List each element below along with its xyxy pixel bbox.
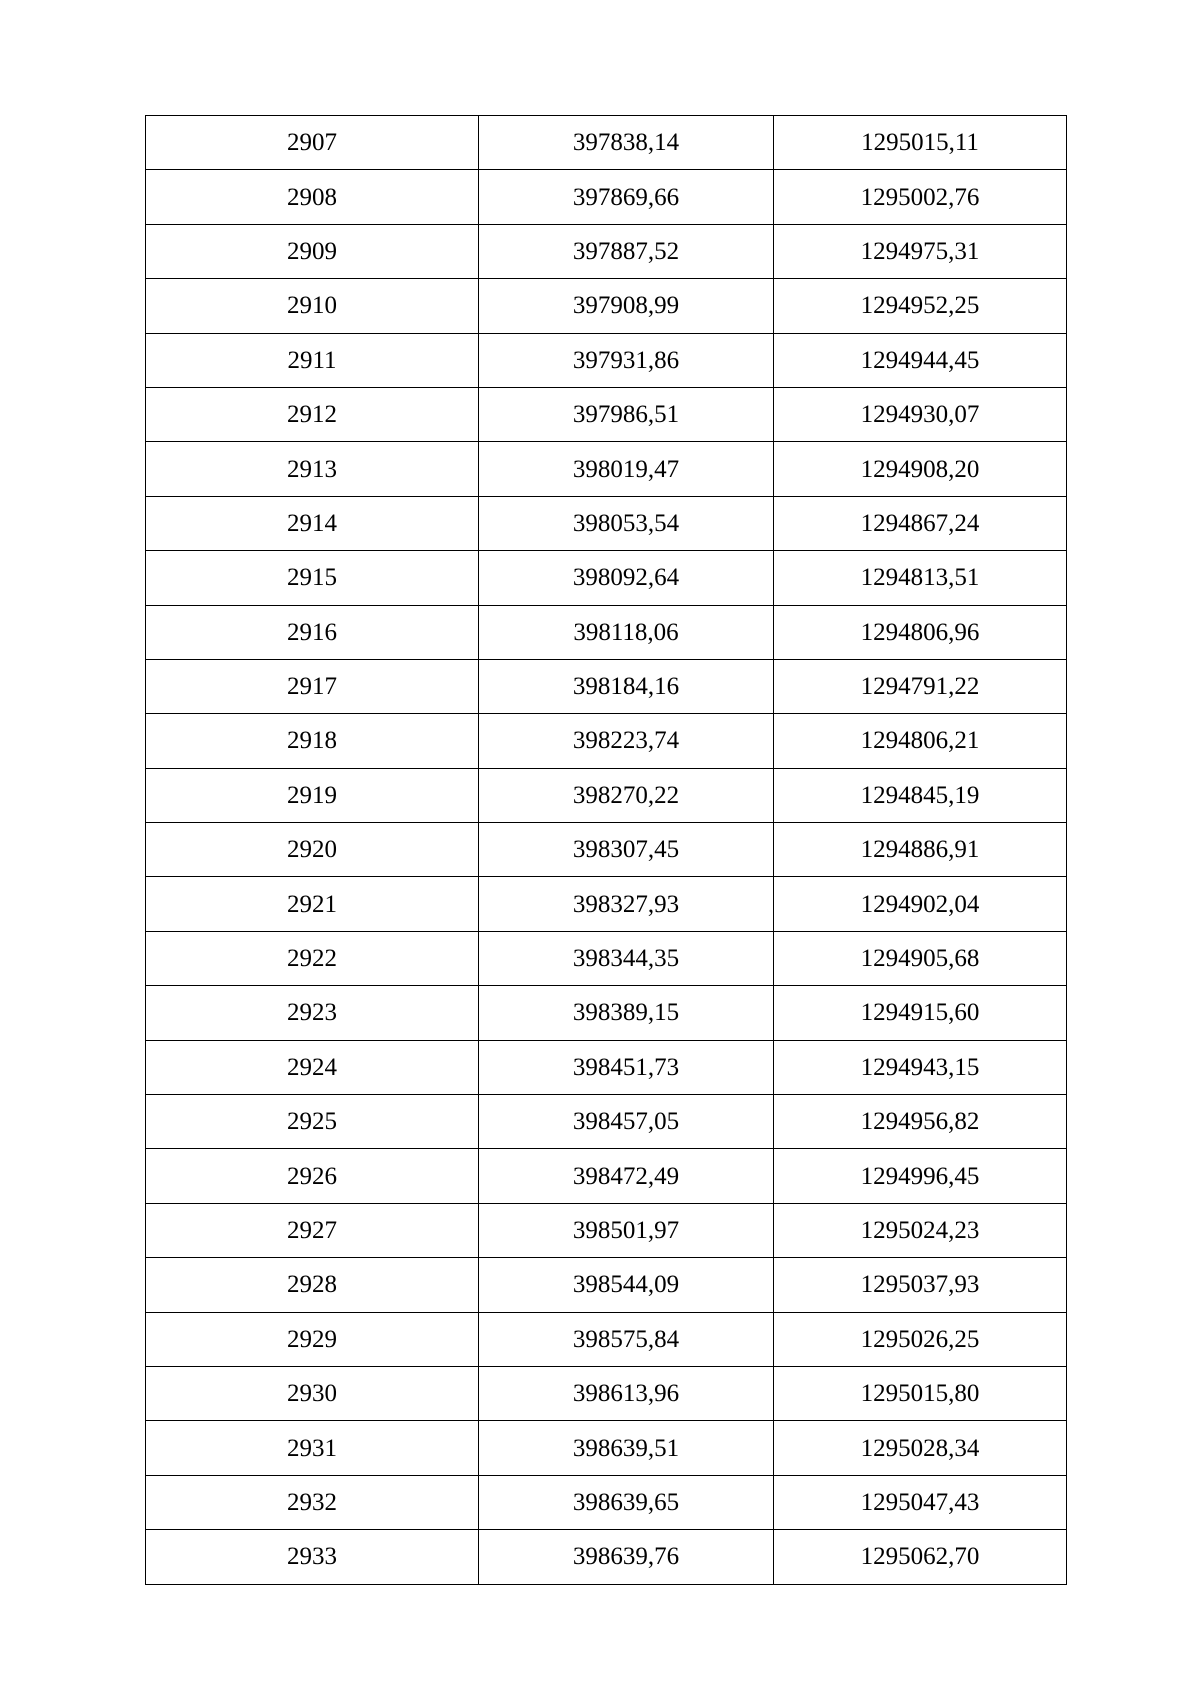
- table-row: [146, 1040, 1067, 1094]
- y-coordinate-cell: 1294944,45: [774, 333, 1067, 387]
- point-number-cell: 2911: [146, 333, 479, 387]
- point-number-cell: 2912: [146, 387, 479, 441]
- y-coordinate-cell: 1294996,45: [774, 1149, 1067, 1203]
- table-row: [146, 333, 1067, 387]
- table-row: [146, 1530, 1067, 1584]
- table-row: [146, 823, 1067, 877]
- point-number-cell: 2929: [146, 1312, 479, 1366]
- x-coordinate-cell: 398307,45: [479, 823, 774, 877]
- x-coordinate-cell: 398270,22: [479, 768, 774, 822]
- y-coordinate-cell: 1295015,11: [774, 116, 1067, 170]
- point-number-cell: 2931: [146, 1421, 479, 1475]
- point-number-cell: 2924: [146, 1040, 479, 1094]
- table-row: [146, 116, 1067, 170]
- table-row: [146, 986, 1067, 1040]
- x-coordinate-cell: 398472,49: [479, 1149, 774, 1203]
- table-row: [146, 224, 1067, 278]
- table-row: [146, 714, 1067, 768]
- x-coordinate-cell: 398613,96: [479, 1366, 774, 1420]
- table-row: [146, 1095, 1067, 1149]
- point-number-cell: 2925: [146, 1095, 479, 1149]
- point-number-cell: 2920: [146, 823, 479, 877]
- point-number-cell: 2916: [146, 605, 479, 659]
- x-coordinate-cell: 398501,97: [479, 1203, 774, 1257]
- y-coordinate-cell: 1295062,70: [774, 1530, 1067, 1584]
- table-row: [146, 1312, 1067, 1366]
- table-row: [146, 877, 1067, 931]
- x-coordinate-cell: 397838,14: [479, 116, 774, 170]
- table-row: [146, 1258, 1067, 1312]
- table-row: [146, 442, 1067, 496]
- point-number-cell: 2933: [146, 1530, 479, 1584]
- x-coordinate-cell: 398544,09: [479, 1258, 774, 1312]
- x-coordinate-cell: 398344,35: [479, 931, 774, 985]
- x-coordinate-cell: 397931,86: [479, 333, 774, 387]
- x-coordinate-cell: 398389,15: [479, 986, 774, 1040]
- point-number-cell: 2914: [146, 496, 479, 550]
- y-coordinate-cell: 1294806,96: [774, 605, 1067, 659]
- y-coordinate-cell: 1295002,76: [774, 170, 1067, 224]
- point-number-cell: 2919: [146, 768, 479, 822]
- point-number-cell: 2921: [146, 877, 479, 931]
- table-row: [146, 605, 1067, 659]
- x-coordinate-cell: 398327,93: [479, 877, 774, 931]
- y-coordinate-cell: 1294886,91: [774, 823, 1067, 877]
- x-coordinate-cell: 398639,51: [479, 1421, 774, 1475]
- x-coordinate-cell: 398019,47: [479, 442, 774, 496]
- y-coordinate-cell: 1294867,24: [774, 496, 1067, 550]
- table-row: [146, 551, 1067, 605]
- point-number-cell: 2908: [146, 170, 479, 224]
- point-number-cell: 2917: [146, 659, 479, 713]
- table-row: [146, 1203, 1067, 1257]
- point-number-cell: 2915: [146, 551, 479, 605]
- x-coordinate-cell: 398092,64: [479, 551, 774, 605]
- x-coordinate-cell: 398639,65: [479, 1475, 774, 1529]
- point-number-cell: 2913: [146, 442, 479, 496]
- x-coordinate-cell: 398451,73: [479, 1040, 774, 1094]
- y-coordinate-cell: 1294930,07: [774, 387, 1067, 441]
- point-number-cell: 2909: [146, 224, 479, 278]
- table-row: [146, 1421, 1067, 1475]
- table-row: [146, 768, 1067, 822]
- y-coordinate-cell: 1294905,68: [774, 931, 1067, 985]
- x-coordinate-cell: 398575,84: [479, 1312, 774, 1366]
- y-coordinate-cell: 1294813,51: [774, 551, 1067, 605]
- point-number-cell: 2910: [146, 279, 479, 333]
- point-number-cell: 2932: [146, 1475, 479, 1529]
- x-coordinate-cell: 398457,05: [479, 1095, 774, 1149]
- point-number-cell: 2923: [146, 986, 479, 1040]
- x-coordinate-cell: 398118,06: [479, 605, 774, 659]
- y-coordinate-cell: 1294956,82: [774, 1095, 1067, 1149]
- point-number-cell: 2927: [146, 1203, 479, 1257]
- y-coordinate-cell: 1295037,93: [774, 1258, 1067, 1312]
- point-number-cell: 2928: [146, 1258, 479, 1312]
- table-row: [146, 170, 1067, 224]
- table-row: [146, 931, 1067, 985]
- y-coordinate-cell: 1294952,25: [774, 279, 1067, 333]
- y-coordinate-cell: 1295028,34: [774, 1421, 1067, 1475]
- y-coordinate-cell: 1294975,31: [774, 224, 1067, 278]
- y-coordinate-cell: 1294943,15: [774, 1040, 1067, 1094]
- y-coordinate-cell: 1295024,23: [774, 1203, 1067, 1257]
- table-row: [146, 1149, 1067, 1203]
- y-coordinate-cell: 1295047,43: [774, 1475, 1067, 1529]
- x-coordinate-cell: 398223,74: [479, 714, 774, 768]
- y-coordinate-cell: 1294791,22: [774, 659, 1067, 713]
- x-coordinate-cell: 397986,51: [479, 387, 774, 441]
- table-row: [146, 1366, 1067, 1420]
- point-number-cell: 2907: [146, 116, 479, 170]
- table-row: [146, 387, 1067, 441]
- coordinates-table: [145, 115, 1067, 1585]
- x-coordinate-cell: 398053,54: [479, 496, 774, 550]
- point-number-cell: 2918: [146, 714, 479, 768]
- point-number-cell: 2922: [146, 931, 479, 985]
- y-coordinate-cell: 1294908,20: [774, 442, 1067, 496]
- x-coordinate-cell: 398639,76: [479, 1530, 774, 1584]
- table-row: [146, 496, 1067, 550]
- y-coordinate-cell: 1294845,19: [774, 768, 1067, 822]
- point-number-cell: 2926: [146, 1149, 479, 1203]
- y-coordinate-cell: 1294806,21: [774, 714, 1067, 768]
- table-row: [146, 659, 1067, 713]
- x-coordinate-cell: 397869,66: [479, 170, 774, 224]
- y-coordinate-cell: 1295015,80: [774, 1366, 1067, 1420]
- x-coordinate-cell: 398184,16: [479, 659, 774, 713]
- table-row: [146, 1475, 1067, 1529]
- y-coordinate-cell: 1295026,25: [774, 1312, 1067, 1366]
- y-coordinate-cell: 1294902,04: [774, 877, 1067, 931]
- y-coordinate-cell: 1294915,60: [774, 986, 1067, 1040]
- point-number-cell: 2930: [146, 1366, 479, 1420]
- x-coordinate-cell: 397908,99: [479, 279, 774, 333]
- x-coordinate-cell: 397887,52: [479, 224, 774, 278]
- table-row: [146, 279, 1067, 333]
